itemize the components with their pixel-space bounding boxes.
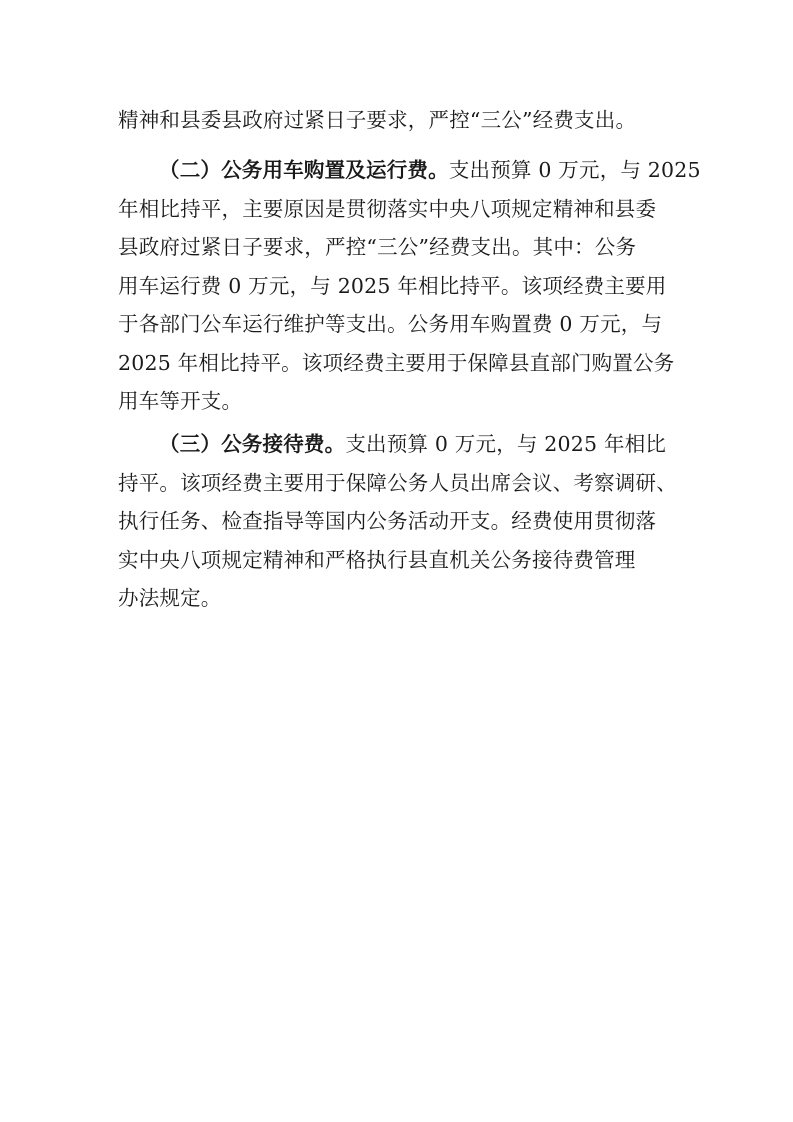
text-run: 支出预算 0 万元，与 2025 xyxy=(448,158,701,182)
text-line: 用车运行费 0 万元，与 2025 年相比持平。该项经费主要用 xyxy=(118,273,667,298)
text-line: 于各部门公车运行维护等支出。公务用车购置费 0 万元，与 xyxy=(118,312,663,336)
text-line: 实中央八项规定精神和严格执行县直机关公务接待费管理 xyxy=(118,547,636,572)
text-line: 年相比持平，主要原因是贯彻落实中央八项规定精神和县委 xyxy=(118,196,657,221)
text-line: 办法规定。 xyxy=(118,586,222,610)
paragraph-first-line xyxy=(118,151,701,190)
paragraph-continuation xyxy=(118,101,678,140)
text-line: 2025 年相比持平。该项经费主要用于保障县直部门购置公务 xyxy=(118,350,675,375)
text-run: 支出预算 0 万元，与 2025 年相比 xyxy=(345,432,667,456)
text-line: 持平。该项经费主要用于保障公务人员出席会议、考察调研、 xyxy=(118,470,677,495)
text-line: 精神和县委县政府过紧日子要求，严控“三公”经费支出。 xyxy=(118,108,637,132)
section-heading-reception: （三）公务接待费。 xyxy=(159,432,346,456)
text-line: 执行任务、检查指导等国内公务活动开支。经费使用贯彻落 xyxy=(118,509,657,533)
text-line: 用车等开支。 xyxy=(118,389,243,413)
paragraph-vehicle-expenses xyxy=(118,151,701,421)
text-line: 县政府过紧日子要求，严控“三公”经费支出。其中：公务 xyxy=(118,235,637,259)
section-heading-vehicle: （二）公务用车购置及运行费。 xyxy=(159,158,449,182)
paragraph-reception-expenses xyxy=(118,425,678,618)
paragraph-first-line xyxy=(118,425,678,464)
